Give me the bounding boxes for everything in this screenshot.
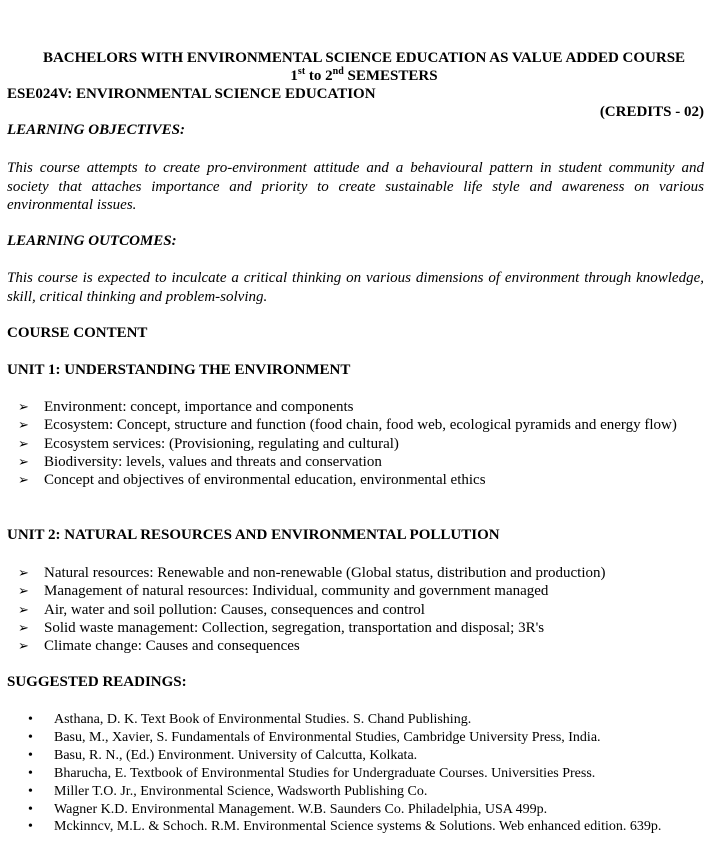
readings-heading: SUGGESTED READINGS: xyxy=(7,674,187,690)
arrow-bullet-icon: ➢ xyxy=(18,453,29,469)
bullet-icon: • xyxy=(28,801,33,817)
credits: (CREDITS - 02) xyxy=(599,104,704,120)
arrow-bullet-icon: ➢ xyxy=(18,638,29,654)
objectives-text: This course attempts to create pro-environment attitude and a behavioural pattern in student community and society that attaches importance and priority to create sustainable life style and awareness on various environmental issues. xyxy=(7,160,704,213)
list-item: ➢ Environment: concept, importance and components xyxy=(18,399,354,415)
list-item: ➢ Natural resources: Renewable and non-renewable (Global status, distribution and production) xyxy=(18,565,606,581)
readings-list xyxy=(28,711,708,836)
reading-item: • Basu, R. N., (Ed.) Environment. University of Calcutta, Kolkata. xyxy=(28,747,418,763)
list-item: ➢ Ecosystem services: (Provisioning, regulating and cultural) xyxy=(18,435,399,452)
list-item: ➢ Climate change: Causes and consequences xyxy=(18,638,300,655)
arrow-bullet-icon: ➢ xyxy=(18,417,29,433)
semester-line: 1st to 2nd SEMESTERS xyxy=(290,66,438,84)
list-item: ➢ Biodiversity: levels, values and threats and conservation xyxy=(18,453,382,470)
program-title: BACHELORS WITH ENVIRONMENTAL SCIENCE EDUCATION AS VALUE ADDED COURSE xyxy=(42,50,686,66)
objectives-heading: LEARNING OBJECTIVES: xyxy=(7,122,185,138)
outcomes-text: This course is expected to inculcate a critical thinking on various dimensions of environment through knowledge, skill, critical thinking and problem-solving. xyxy=(7,270,704,305)
reading-item: • Miller T.O. Jr., Environmental Science, Wadsworth Publishing Co. xyxy=(28,783,428,799)
list-item: ➢ Solid waste management: Collection, segregation, transportation and disposal; 3R's xyxy=(18,619,545,636)
bullet-icon: • xyxy=(28,712,33,727)
arrow-bullet-icon: ➢ xyxy=(18,619,29,635)
list-item: ➢ Concept and objectives of environmental education, environmental ethics xyxy=(18,472,486,489)
reading-item: • Mckinncv, M.L. & Schoch. R.M. Environmental Science systems & Solutions. Web enhanced edition. 639p. xyxy=(28,819,662,835)
reading-item: • Basu, M., Xavier, S. Fundamentals of Environmental Studies, Cambridge University Press, India. xyxy=(28,729,601,745)
arrow-bullet-icon: ➢ xyxy=(18,565,29,580)
bullet-icon: • xyxy=(28,819,33,835)
outcomes-heading: LEARNING OUTCOMES: xyxy=(7,233,177,249)
arrow-bullet-icon: ➢ xyxy=(18,472,29,488)
list-item: ➢ Ecosystem: Concept, structure and function (food chain, food web, ecological pyramids and energy flow) xyxy=(18,417,677,434)
bullet-icon: • xyxy=(28,729,33,745)
list-item: ➢ Management of natural resources: Individual, community and government managed xyxy=(18,583,549,600)
reading-item: • Wagner K.D. Environmental Management. W.B. Saunders Co. Philadelphia, USA 499p. xyxy=(28,801,548,817)
arrow-bullet-icon: ➢ xyxy=(18,435,29,451)
unit2-list xyxy=(18,564,704,655)
course-code: ESE024V: ENVIRONMENTAL SCIENCE EDUCATION xyxy=(7,86,376,102)
list-item: ➢ Air, water and soil pollution: Causes, consequences and control xyxy=(18,601,425,618)
bullet-icon: • xyxy=(28,747,33,763)
unit2-heading: UNIT 2: NATURAL RESOURCES AND ENVIRONMENTAL POLLUTION xyxy=(7,527,500,543)
arrow-bullet-icon: ➢ xyxy=(18,399,29,414)
unit1-list xyxy=(18,398,704,489)
unit1-heading: UNIT 1: UNDERSTANDING THE ENVIRONMENT xyxy=(7,362,351,378)
reading-item: • Asthana, D. K. Text Book of Environmental Studies. S. Chand Publishing. xyxy=(28,712,472,727)
bullet-icon: • xyxy=(28,765,33,781)
arrow-bullet-icon: ➢ xyxy=(18,583,29,599)
reading-item: • Bharucha, E. Textbook of Environmental Studies for Undergraduate Courses. Universities Press. xyxy=(28,765,596,781)
bullet-icon: • xyxy=(28,783,33,799)
arrow-bullet-icon: ➢ xyxy=(18,601,29,617)
course-content-heading: COURSE CONTENT xyxy=(7,325,148,341)
